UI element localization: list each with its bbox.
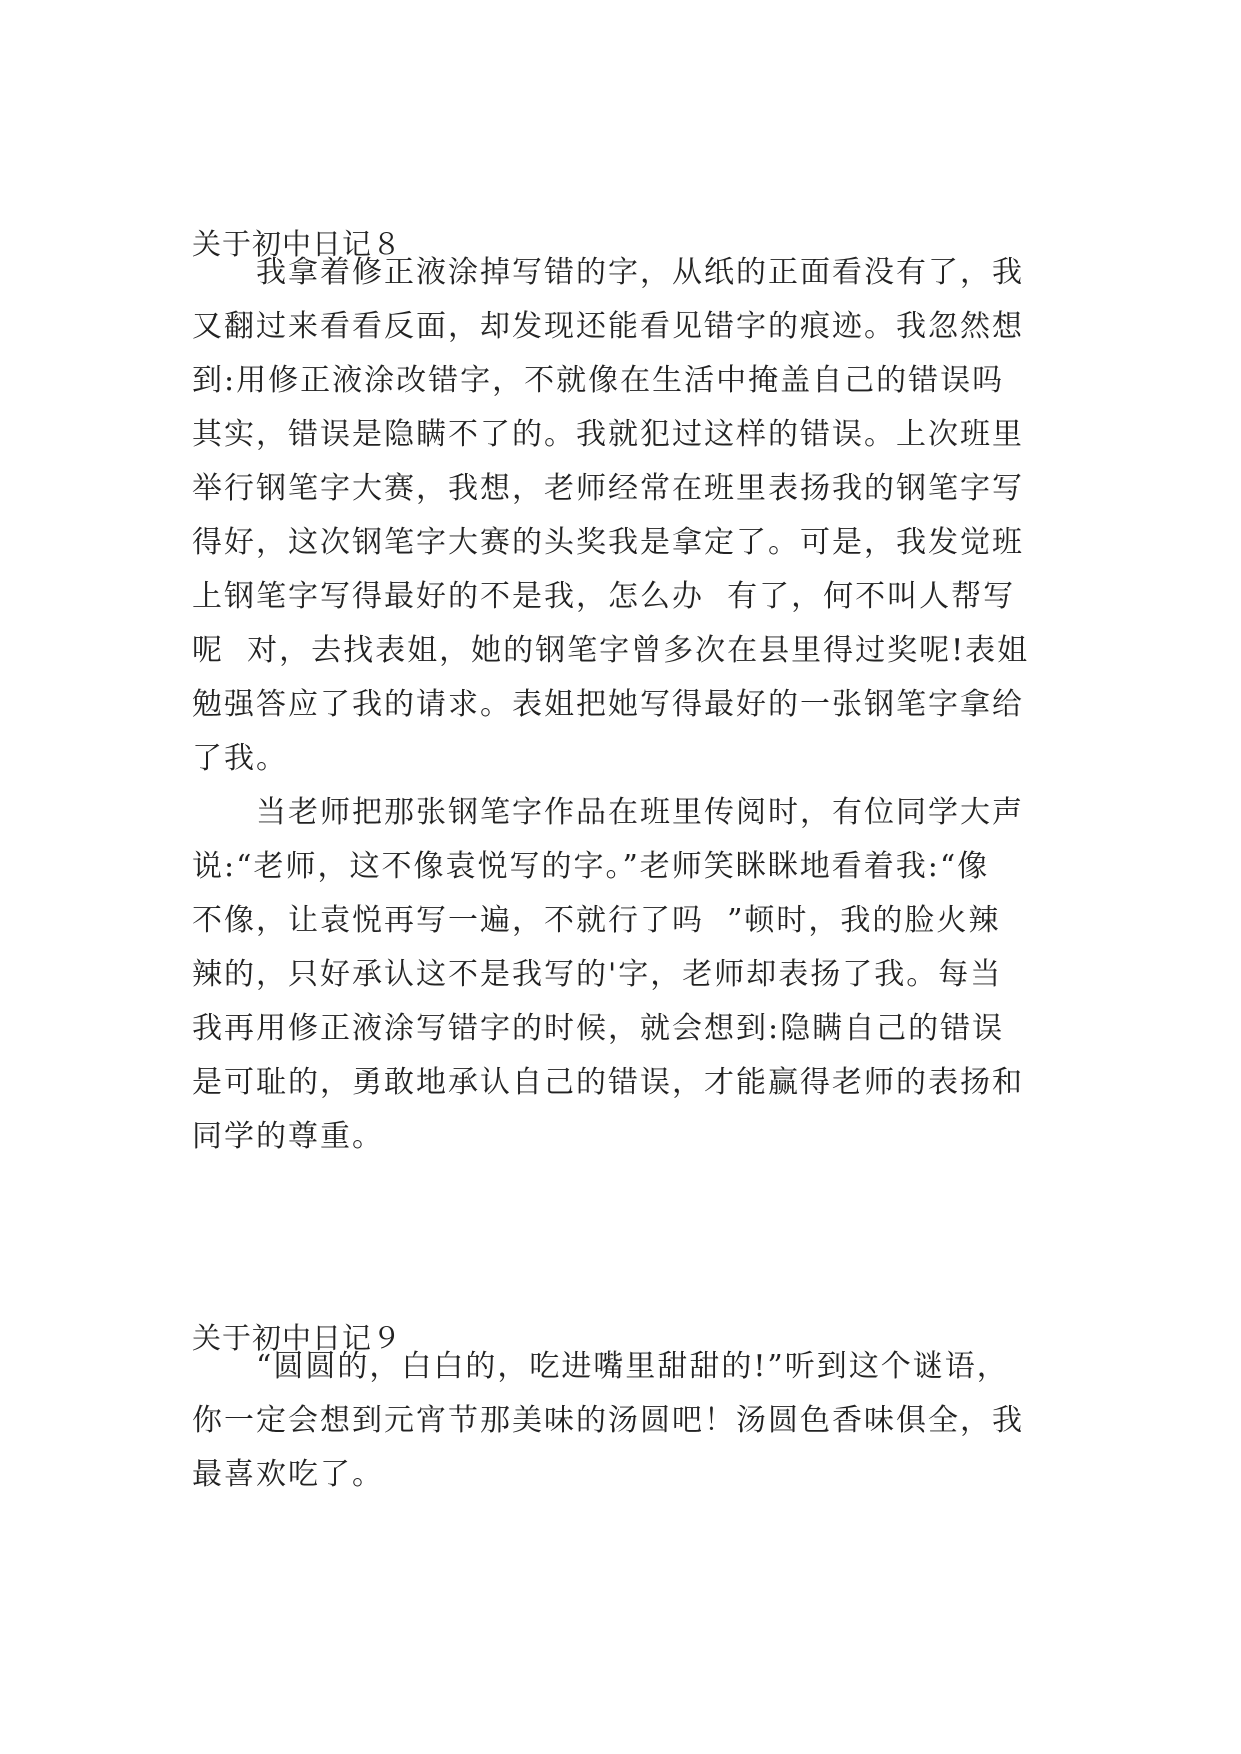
paragraph-line: “圆圆的，白白的，吃进嘴里甜甜的!”听到这个谜语， (256, 1349, 1009, 1384)
paragraph-line: 我再用修正液涂写错字的时候，就会想到:隐瞒自己的错误 (192, 1011, 1005, 1046)
paragraph-line: 当老师把那张钢笔字作品在班里传阅时，有位同学大声 (256, 795, 1024, 830)
paragraph-line: 你一定会想到元宵节那美味的汤圆吧！汤圆色香味俱全，我 (192, 1403, 1024, 1438)
paragraph-line: 说:“老师，这不像袁悦写的字。”老师笑眯眯地看着我:“像 (192, 849, 990, 884)
paragraph-line: 我拿着修正液涂掉写错的字，从纸的正面看没有了，我 (256, 255, 1024, 290)
paragraph-line: 得好，这次钢笔字大赛的头奖我是拿定了。可是，我发觉班 (192, 525, 1024, 560)
paragraph-line: 了我。 (192, 741, 288, 776)
paragraph-line: 辣的，只好承认这不是我写的'字，老师却表扬了我。每当 (192, 957, 1003, 992)
section-heading: 关于初中日记９ (192, 1321, 403, 1355)
paragraph-line: 同学的尊重。 (192, 1119, 384, 1154)
paragraph-line: 举行钢笔字大赛，我想，老师经常在班里表扬我的钢笔字写 (192, 471, 1024, 506)
paragraph-line: 上钢笔字写得最好的不是我，怎么办 有了，何不叫人帮写 (192, 579, 1016, 614)
paragraph-line: 又翻过来看看反面，却发现还能看见错字的痕迹。我忽然想 (192, 309, 1024, 344)
paragraph-line: 呢 对，去找表姐，她的钢笔字曾多次在县里得过奖呢!表姐 (192, 633, 1030, 668)
section-heading: 关于初中日记８ (192, 227, 403, 261)
paragraph-line: 其实，错误是隐瞒不了的。我就犯过这样的错误。上次班里 (192, 417, 1024, 452)
paragraph-line: 不像，让袁悦再写一遍，不就行了吗 ”顿时，我的脸火辣 (192, 903, 1001, 938)
paragraph-line: 是可耻的，勇敢地承认自己的错误，才能赢得老师的表扬和 (192, 1065, 1024, 1100)
paragraph-line: 到:用修正液涂改错字，不就像在生活中掩盖自己的错误吗 (192, 363, 1005, 398)
paragraph-line: 最喜欢吃了。 (192, 1457, 384, 1492)
paragraph-line: 勉强答应了我的请求。表姐把她写得最好的一张钢笔字拿给 (192, 687, 1024, 722)
